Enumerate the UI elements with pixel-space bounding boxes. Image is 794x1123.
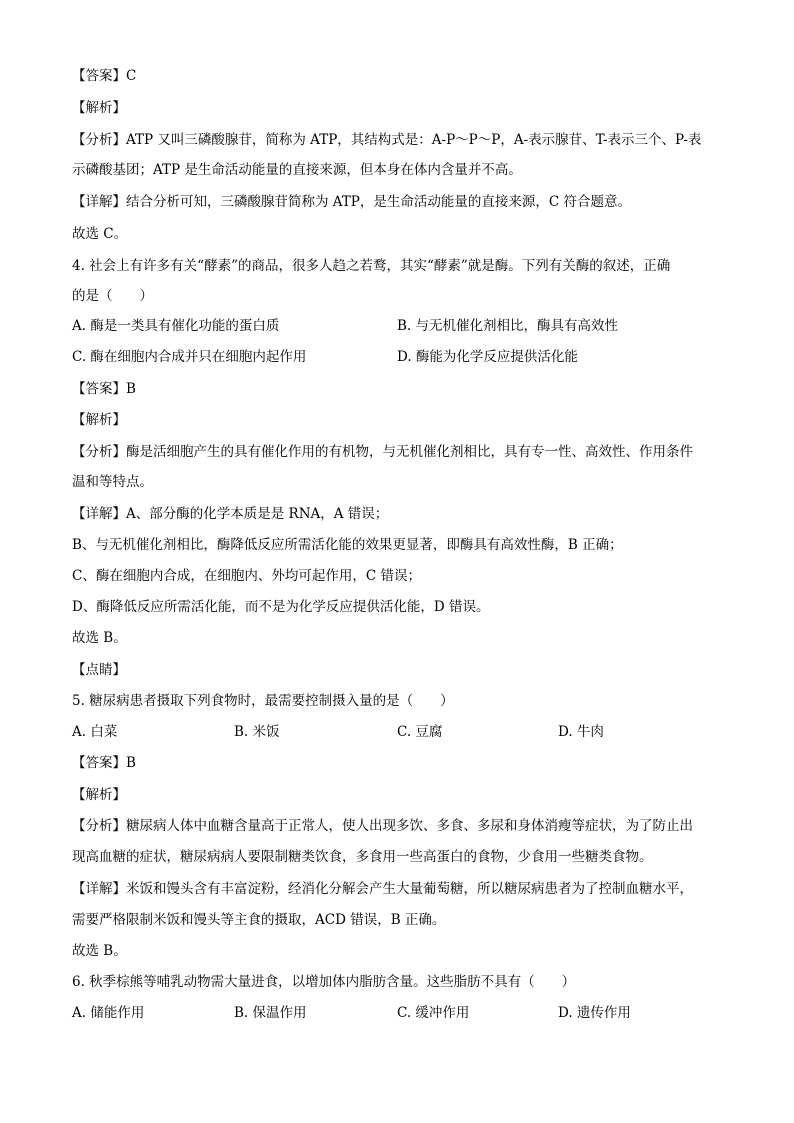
q4-answer: 【答案】B — [72, 381, 136, 397]
q5-conclusion: 故选 B。 — [72, 943, 127, 959]
q3-fenxi-line-2: 示磷酸基团；ATP 是生命活动能量的直接来源，但本身在体内含量并不高。 — [72, 162, 522, 178]
q3-answer: 【答案】C — [72, 68, 137, 84]
q5-analysis-label: 【解析】 — [72, 787, 126, 803]
q3-xiangjie: 【详解】结合分析可知，三磷酸腺苷简称为 ATP，是生命活动能量的直接来源，C 符合题意。 — [72, 194, 632, 210]
q5-stem: 5. 糖尿病患者摄取下列食物时，最需要控制摄入量的是（ ） — [72, 693, 454, 709]
q4-analysis-label: 【解析】 — [72, 412, 126, 428]
q3-conclusion: 故选 C。 — [72, 226, 128, 242]
q4-option-b: B. 与无机催化剂相比，酶具有高效性 — [397, 318, 619, 334]
q5-option-b: B. 米饭 — [234, 724, 280, 740]
q4-dianjing: 【点睛】 — [72, 662, 126, 678]
q3-analysis-label: 【解析】 — [72, 100, 126, 116]
q4-xiangjie-line-3: C、酶在细胞内合成，在细胞内、外均可起作用，C 错误； — [72, 568, 421, 584]
q5-option-a: A. 白菜 — [72, 724, 118, 740]
q6-stem: 6. 秋季棕熊等哺乳动物需大量进食，以增加体内脂肪含量。这些脂肪不具有（ ） — [72, 974, 576, 990]
q3-fenxi-line-1: 【分析】ATP 又叫三磷酸腺苷，简称为 ATP，其结构式是：A-P～P～P，A-表示腺苷、T-表示三个、P-表 — [72, 132, 702, 148]
q6-option-a: A. 储能作用 — [72, 1005, 145, 1021]
q4-stem-line-2: 的是（ ） — [72, 288, 153, 304]
q4-xiangjie-line-2: B、与无机催化剂相比，酶降低反应所需活化能的效果更显著，即酶具有高效性酶，B 正确； — [72, 537, 623, 553]
q6-option-c: C. 缓冲作用 — [397, 1005, 470, 1021]
q5-option-c: C. 豆腐 — [397, 724, 443, 740]
q5-xiangjie-line-1: 【详解】米饭和馒头含有丰富淀粉，经消化分解会产生大量葡萄糖，所以糖尿病患者为了控制血糖水平， — [72, 881, 693, 897]
q4-option-c: C. 酶在细胞内合成并只在细胞内起作用 — [72, 349, 307, 365]
q6-option-b: B. 保温作用 — [234, 1005, 307, 1021]
q4-xiangjie-line-4: D、酶降低反应所需活化能，而不是为化学反应提供活化能，D 错误。 — [72, 599, 490, 615]
q4-fenxi-line-1: 【分析】酶是活细胞产生的具有催化作用的有机物，与无机催化剂相比，具有专一性、高效性、作用条件 — [72, 444, 693, 460]
q4-fenxi-line-2: 温和等特点。 — [72, 474, 153, 490]
q4-conclusion: 故选 B。 — [72, 630, 127, 646]
q5-fenxi-line-1: 【分析】糖尿病人体中血糖含量高于正常人，使人出现多饮、多食、多尿和身体消瘦等症状，为了防止出 — [72, 818, 693, 834]
q5-xiangjie-line-2: 需要严格限制米饭和馒头等主食的摄取，ACD 错误，B 正确。 — [72, 912, 446, 928]
q4-option-d: D. 酶能为化学反应提供活化能 — [397, 349, 578, 365]
q5-answer: 【答案】B — [72, 755, 136, 771]
q4-stem-line-1: 4. 社会上有许多有关“酵素”的商品，很多人趋之若鹜，其实“酵素”就是酶。下列有关酶的叙述，正确 — [72, 258, 671, 274]
q5-fenxi-line-2: 现高血糖的症状，糖尿病病人要限制糖类饮食，多食用一些高蛋白的食物，少食用一些糖类食物。 — [72, 849, 653, 865]
q4-option-a: A. 酶是一类具有催化功能的蛋白质 — [72, 318, 280, 334]
q6-option-d: D. 遗传作用 — [558, 1005, 631, 1021]
q4-xiangjie-line-1: 【详解】A、部分酶的化学本质是是 RNA，A 错误； — [72, 506, 389, 522]
q5-option-d: D. 牛肉 — [558, 724, 604, 740]
